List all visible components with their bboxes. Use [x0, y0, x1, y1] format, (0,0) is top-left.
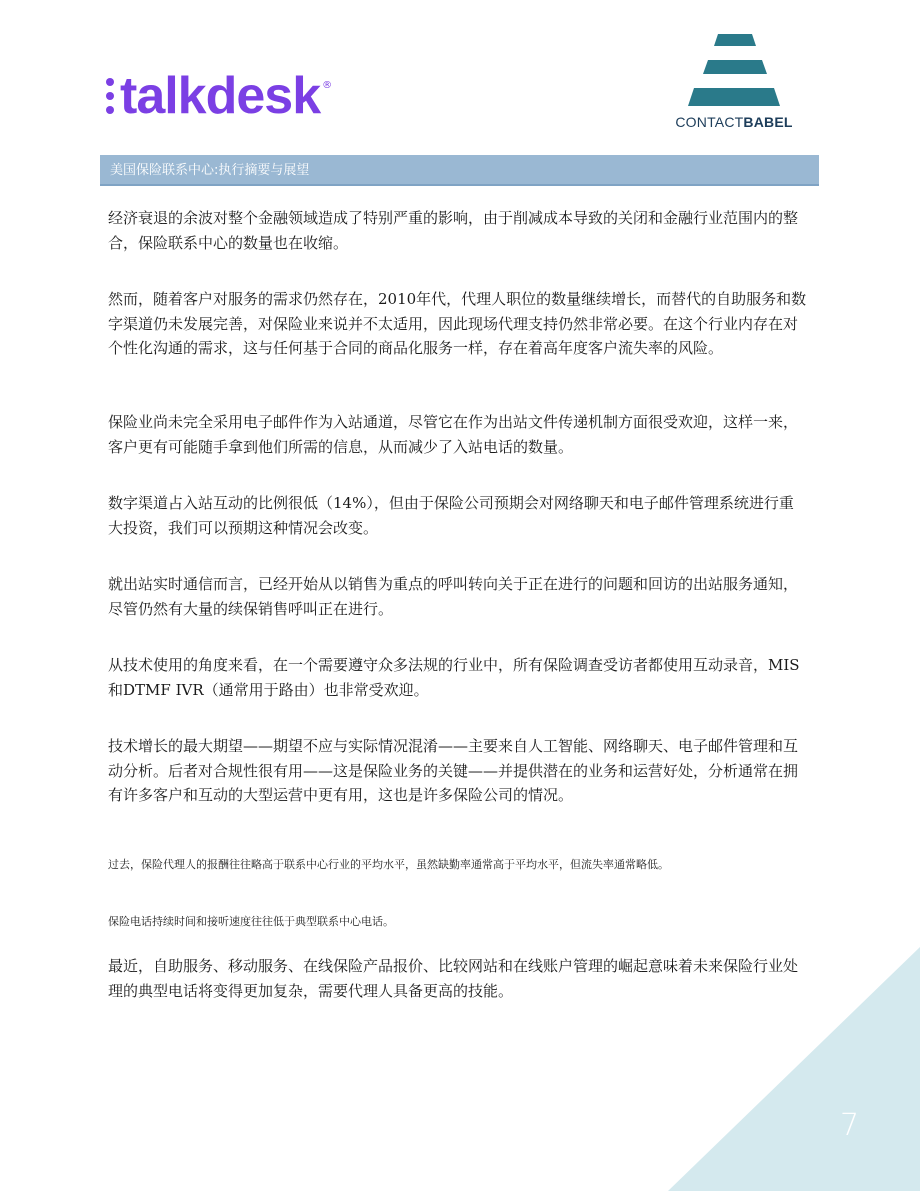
paragraph-10: 最近，自助服务、移动服务、在线保险产品报价、比较网站和在线账户管理的崛起意味着未来保险行业处理的典型电话将变得更加复杂，需要代理人具备更高的技能。 — [108, 957, 799, 1000]
registered-mark: ® — [322, 80, 333, 91]
contactbabel-wordmark — [664, 114, 804, 130]
paragraph-4: 数字渠道占入站互动的比例很低（14%），但由于保险公司预期会对网络聊天和电子邮件管理系统进行重大投资，我们可以预期这种情况会改变。 — [108, 494, 794, 537]
contactbabel-babel: BABEL — [743, 114, 793, 130]
corner-decoration — [668, 947, 920, 1191]
pyramid-icon — [672, 30, 796, 108]
paragraph-7: 技术增长的最大期望——期望不应与实际情况混淆——主要来自人工智能、网络聊天、电子邮件管理和互动分析。后者对合规性很有用——这是保险业务的关键——并提供潜在的业务和运营好处，分析通常在拥有许多客户和互动的大型运营中更有用，这也是许多保险公司的情况。 — [108, 737, 799, 804]
talkdesk-logo-text: talkdesk — [120, 67, 321, 125]
talkdesk-logo — [106, 66, 332, 126]
paragraph-5: 就出站实时通信而言，已经开始从以销售为重点的呼叫转向关于正在进行的问题和回访的出站服务通知，尽管仍然有大量的续保销售呼叫正在进行。 — [108, 575, 799, 618]
paragraph-1: 经济衰退的余波对整个金融领域造成了特别严重的影响，由于削减成本导致的关闭和金融行业范围内的整合，保险联系中心的数量也在收缩。 — [108, 209, 799, 252]
paragraph-2: 然而，随着客户对服务的需求仍然存在，2010年代，代理人职位的数量继续增长，而替代的自助服务和数字渠道仍未发展完善，对保险业来说并不太适用，因此现场代理支持仍然非常必要。在这个行业内存在对个性化沟通的需求，这与任何基于合同的商品化服务一样，存在着高年度客户流失率的风险。 — [108, 290, 807, 357]
paragraph-3: 保险业尚未完全采用电子邮件作为入站通道，尽管它在作为出站文件传递机制方面很受欢迎，这样一来，客户更有可能随手拿到他们所需的信息，从而减少了入站电话的数量。 — [108, 413, 799, 456]
contactbabel-logo — [664, 30, 804, 134]
paragraph-6: 从技术使用的角度来看，在一个需要遵守众多法规的行业中，所有保险调查受访者都使用互动录音，MIS和DTMF IVR（通常用于路由）也非常受欢迎。 — [108, 656, 800, 699]
contactbabel-contact: CONTACT — [675, 114, 744, 130]
talkdesk-dots-icon — [106, 78, 114, 114]
page-number: 7 — [840, 1108, 860, 1143]
section-title-bar: 美国保险联系中心:执行摘要与展望 — [100, 155, 819, 186]
paragraph-9-note: 保险电话持续时间和接听速度往往低于典型联系中心电话。 — [108, 915, 394, 928]
paragraph-8-note: 过去，保险代理人的报酬往往略高于联系中心行业的平均水平，虽然缺勤率通常高于平均水平，但流失率通常略低。 — [108, 858, 669, 871]
